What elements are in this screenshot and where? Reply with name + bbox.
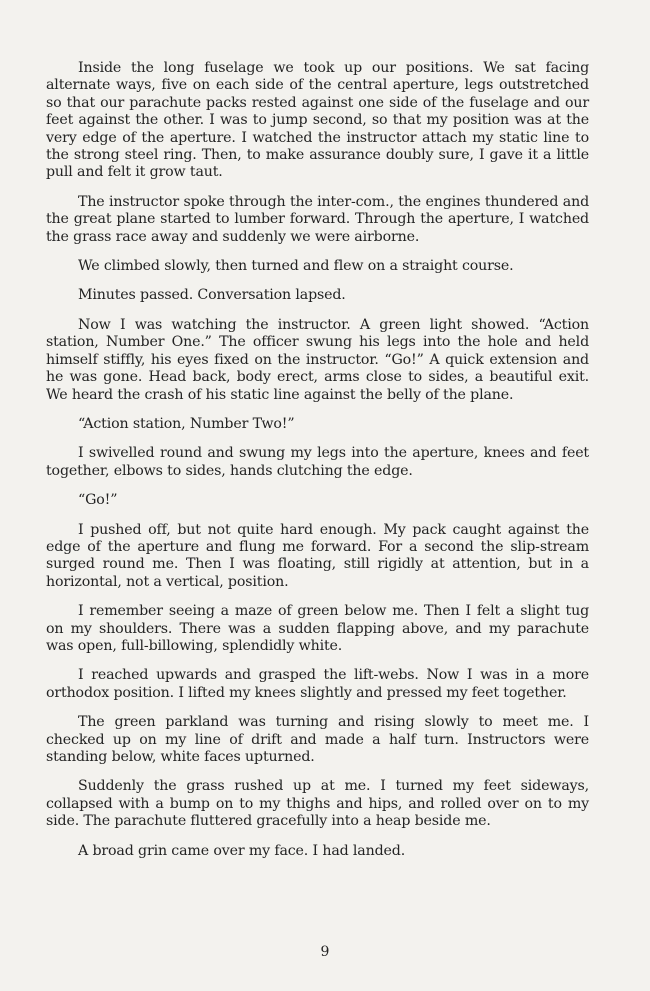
page-number: 9 xyxy=(320,944,330,960)
page-body xyxy=(46,60,589,872)
paragraph: “Action station, Number Two!” xyxy=(78,415,295,432)
paragraph: Inside the long fuselage we took up our positions. We sat facing alternate ways, five on each side of the central aperture, legs outstretched so that our parachute packs rested against one side of the fuselage and our feet against the other. I was to jump second, so that my position was at the very edge of the aperture. I watched the instructor attach my static line to the strong steel ring. Then, to make assurance doubly sure, I gave it a little pull and felt it grow taut. xyxy=(46,60,589,181)
paragraph: I pushed off, but not quite hard enough. My pack caught against the edge of the aperture and flung me forward. For a second the slip-stream surged round me. Then I was floating, still rigidly at attention, but in a horizontal, not a vertical, position. xyxy=(46,521,589,590)
paragraph: The instructor spoke through the inter-com., the engines thundered and the great plane started to lumber forward. Through the aperture, I watched the grass race away and suddenly we were airborne. xyxy=(46,193,589,245)
paragraph: A broad grin came over my face. I had landed. xyxy=(78,842,406,859)
paragraph: We climbed slowly, then turned and flew on a straight course. xyxy=(78,258,514,275)
paragraph: Now I was watching the instructor. A green light showed. “Action station, Number One.” The officer swung his legs into the hole and held himself stiffly, his eyes fixed on the instructor. “Go!” A quick extension and he was gone. Head back, body erect, arms close to sides, a beautiful exit. We heard the crash of his static line against the belly of the plane. xyxy=(46,316,589,403)
paragraph: I swivelled round and swung my legs into the aperture, knees and feet together, elbows to sides, hands clutching the edge. xyxy=(46,445,589,479)
paragraph: “Go!” xyxy=(78,492,118,509)
paragraph: Suddenly the grass rushed up at me. I turned my feet sideways, collapsed with a bump on to my thighs and hips, and rolled over on to my side. The parachute fluttered gracefully into a heap beside me. xyxy=(46,778,589,830)
paragraph: I remember seeing a maze of green below me. Then I felt a slight tug on my shoulders. There was a sudden flapping above, and my parachute was open, full-billowing, splendidly white. xyxy=(46,603,589,654)
paragraph: I reached upwards and grasped the lift-webs. Now I was in a more orthodox position. I lifted my knees slightly and pressed my feet together. xyxy=(46,667,589,701)
paragraph: Minutes passed. Conversation lapsed. xyxy=(78,287,346,304)
paragraph: The green parkland was turning and rising slowly to meet me. I checked up on my line of drift and made a half turn. Instructors were standing below, white faces upturned. xyxy=(46,714,589,765)
